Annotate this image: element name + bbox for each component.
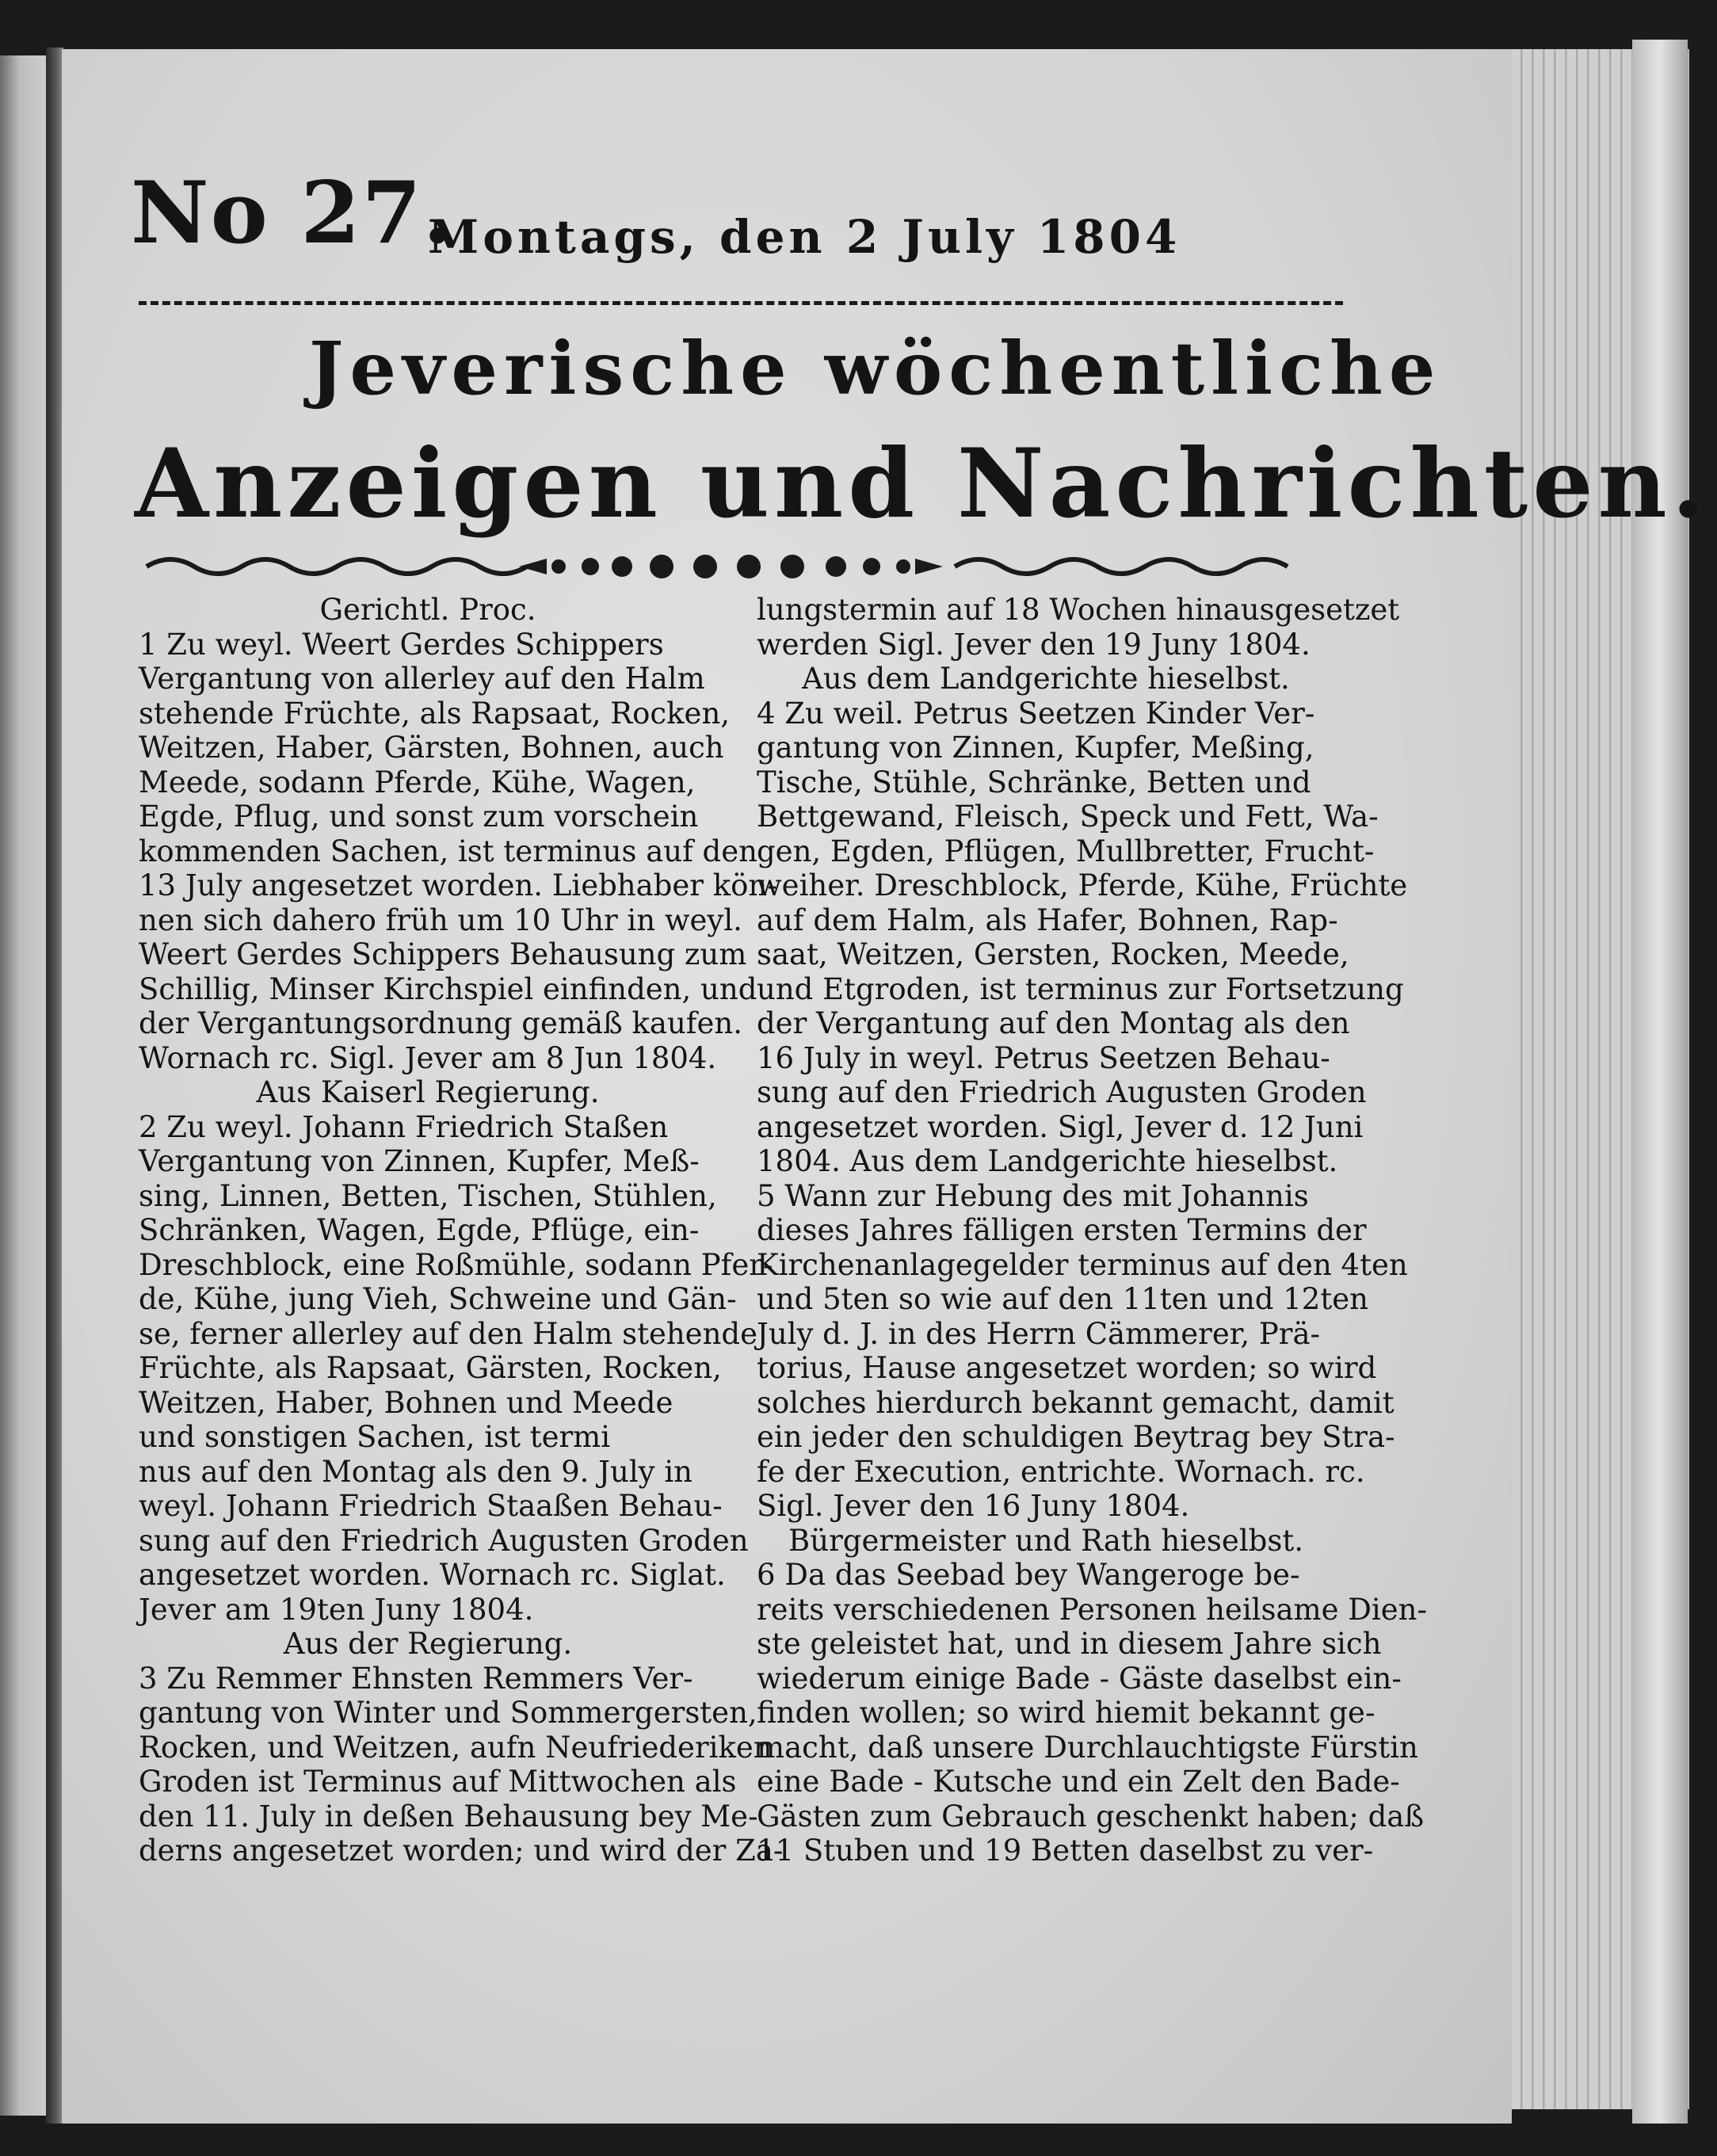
text-line: stehende Früchte, als Rapsaat, Rocken, <box>139 696 731 731</box>
text-line: den 11. July in deßen Behausung bey Me- <box>139 1799 758 1834</box>
text-line: ein jeder den schuldigen Beytrag bey Stra- <box>757 1420 1395 1454</box>
right-column <box>757 593 1427 1868</box>
text-line: torius, Hause angesetzet worden; so wird <box>757 1351 1377 1385</box>
text-line: sing, Linnen, Betten, Tischen, Stühlen, <box>139 1178 717 1213</box>
text-line: gen, Egden, Pflügen, Mullbretter, Frucht- <box>757 834 1375 868</box>
text-line: saat, Weitzen, Gersten, Rocken, Meede, <box>757 937 1349 971</box>
text-line: July d. J. in des Herrn Cämmerer, Prä- <box>757 1316 1321 1351</box>
text-line: und 5ten so wie auf den 11ten und 12ten <box>757 1282 1368 1316</box>
text-line: auf dem Halm, als Hafer, Bohnen, Rap- <box>757 902 1338 937</box>
text-line: Bürgermeister und Rath hieselbst. <box>788 1523 1303 1558</box>
text-line: de, Kühe, jung Vieh, Schweine und Gän- <box>139 1282 737 1316</box>
text-line: Wornach rc. Sigl. Jever am 8 Jun 1804. <box>139 1040 717 1075</box>
text-line: 1804. Aus dem Landgerichte hieselbst. <box>757 1144 1338 1178</box>
text-line: Egde, Pflug, und sonst zum vorschein <box>139 799 699 834</box>
text-line: gantung von Winter und Sommergersten, <box>139 1696 757 1730</box>
text-line: Tische, Stühle, Schränke, Betten und <box>757 765 1311 799</box>
text-line: 11 Stuben und 19 Betten daselbst zu ver- <box>757 1834 1374 1868</box>
text-line: Vergantung von allerley auf den Halm <box>139 662 705 696</box>
text-line: 3 Zu Remmer Ehnsten Remmers Ver- <box>139 1661 693 1696</box>
text-line: weiher. Dreschblock, Pferde, Kühe, Früchte <box>757 868 1408 902</box>
ornamental-divider <box>147 547 1335 586</box>
text-line: Bettgewand, Fleisch, Speck und Fett, Wa- <box>757 799 1379 834</box>
text-line: sung auf den Friedrich Augusten Groden <box>139 1523 749 1558</box>
text-line: werden Sigl. Jever den 19 Juny 1804. <box>757 627 1311 662</box>
text-line: und Etgroden, ist terminus zur Fortsetzung <box>757 971 1404 1006</box>
text-line: weyl. Johann Friedrich Staaßen Behau- <box>139 1489 723 1523</box>
text-line: Aus Kaiserl Regierung. <box>256 1075 600 1109</box>
text-line: derns angesetzet worden; und wird der Za- <box>139 1834 784 1868</box>
text-line: 2 Zu weyl. Johann Friedrich Staßen <box>139 1109 669 1144</box>
text-line: angesetzet worden. Wornach rc. Siglat. <box>139 1558 726 1592</box>
text-line: Weert Gerdes Schippers Behausung zum <box>139 937 747 971</box>
text-line: Aus der Regierung. <box>283 1627 573 1661</box>
text-line: der Vergantungsordnung gemäß kaufen. <box>139 1006 742 1040</box>
text-line: 16 July in weyl. Petrus Seetzen Behau- <box>757 1040 1330 1075</box>
text-line: und sonstigen Sachen, ist termi <box>139 1420 611 1454</box>
text-line: eine Bade - Kutsche und ein Zelt den Bade- <box>757 1765 1400 1799</box>
text-line: wiederum einige Bade - Gäste daselbst ein- <box>757 1661 1402 1696</box>
text-line: Gerichtl. Proc. <box>319 593 536 627</box>
text-line: finden wollen; so wird hiemit bekannt ge- <box>757 1696 1376 1730</box>
left-page-edge <box>0 55 49 2116</box>
text-line: macht, daß unsere Durchlauchtigste Fürstin <box>757 1730 1418 1765</box>
text-line: Weitzen, Haber, Gärsten, Bohnen, auch <box>139 731 724 765</box>
text-line: 1 Zu weyl. Weert Gerdes Schippers <box>139 627 664 662</box>
text-line: lungstermin auf 18 Wochen hinausgesetzet <box>757 593 1400 627</box>
text-line: Schränken, Wagen, Egde, Pflüge, ein- <box>139 1213 700 1247</box>
book-gutter <box>46 48 63 2124</box>
text-line: reits verschiedenen Personen heilsame Dien- <box>757 1592 1427 1627</box>
text-line: dieses Jahres fälligen ersten Termins der <box>757 1213 1367 1247</box>
text-line: ste geleistet hat, und in diesem Jahre sich <box>757 1627 1382 1661</box>
text-line: Aus dem Landgerichte hieselbst. <box>802 662 1290 696</box>
text-line: fe der Execution, entrichte. Wornach. rc. <box>757 1454 1365 1489</box>
text-line: solches hierdurch bekannt gemacht, damit <box>757 1385 1395 1420</box>
masthead-title-line1: Jeverische wöchentliche <box>309 326 1442 411</box>
text-line: 5 Wann zur Hebung des mit Johannis <box>757 1178 1309 1213</box>
issue-date: Montags, den 2 July 1804 <box>428 210 1181 264</box>
issue-number: No 27. <box>131 163 455 263</box>
text-line: Schillig, Minser Kirchspiel einfinden, und <box>139 971 757 1006</box>
text-line: Dreschblock, eine Roßmühle, sodann Pfer- <box>139 1247 773 1282</box>
text-line: gantung von Zinnen, Kupfer, Meßing, <box>757 731 1314 765</box>
text-line: nen sich dahero früh um 10 Uhr in weyl. <box>139 902 742 937</box>
text-line: der Vergantung auf den Montag als den <box>757 1006 1350 1040</box>
text-line: Groden ist Terminus auf Mittwochen als <box>139 1765 737 1799</box>
text-line: Kirchenanlagegelder terminus auf den 4ten <box>757 1247 1408 1282</box>
text-line: nus auf den Montag als den 9. July in <box>139 1454 693 1489</box>
left-column <box>139 593 784 1868</box>
text-line: se, ferner allerley auf den Halm stehende <box>139 1316 757 1351</box>
book-cover-edge <box>1632 40 1688 2124</box>
text-line: Früchte, als Rapsaat, Gärsten, Rocken, <box>139 1351 722 1385</box>
text-line: 6 Da das Seebad bey Wangeroge be- <box>757 1558 1300 1592</box>
text-line: 13 July angesetzet worden. Liebhaber kön- <box>139 868 777 902</box>
masthead-title-line2: Anzeigen und Nachrichten. <box>135 428 1710 540</box>
text-line: Weitzen, Haber, Bohnen und Meede <box>139 1385 673 1420</box>
header-rule <box>139 301 1343 305</box>
text-line: sung auf den Friedrich Augusten Groden <box>757 1075 1367 1109</box>
text-line: angesetzet worden. Sigl, Jever d. 12 Juni <box>757 1109 1364 1144</box>
text-line: Jever am 19ten Juny 1804. <box>139 1592 534 1627</box>
text-line: Vergantung von Zinnen, Kupfer, Meß- <box>139 1144 700 1178</box>
text-line: 4 Zu weil. Petrus Seetzen Kinder Ver- <box>757 696 1315 731</box>
text-line: Sigl. Jever den 16 Juny 1804. <box>757 1489 1190 1523</box>
text-line: Meede, sodann Pferde, Kühe, Wagen, <box>139 765 696 799</box>
text-line: Rocken, und Weitzen, aufn Neufriederiken <box>139 1730 773 1765</box>
text-line: Gästen zum Gebrauch geschenkt haben; daß <box>757 1799 1425 1834</box>
text-line: kommenden Sachen, ist terminus auf den <box>139 834 757 868</box>
